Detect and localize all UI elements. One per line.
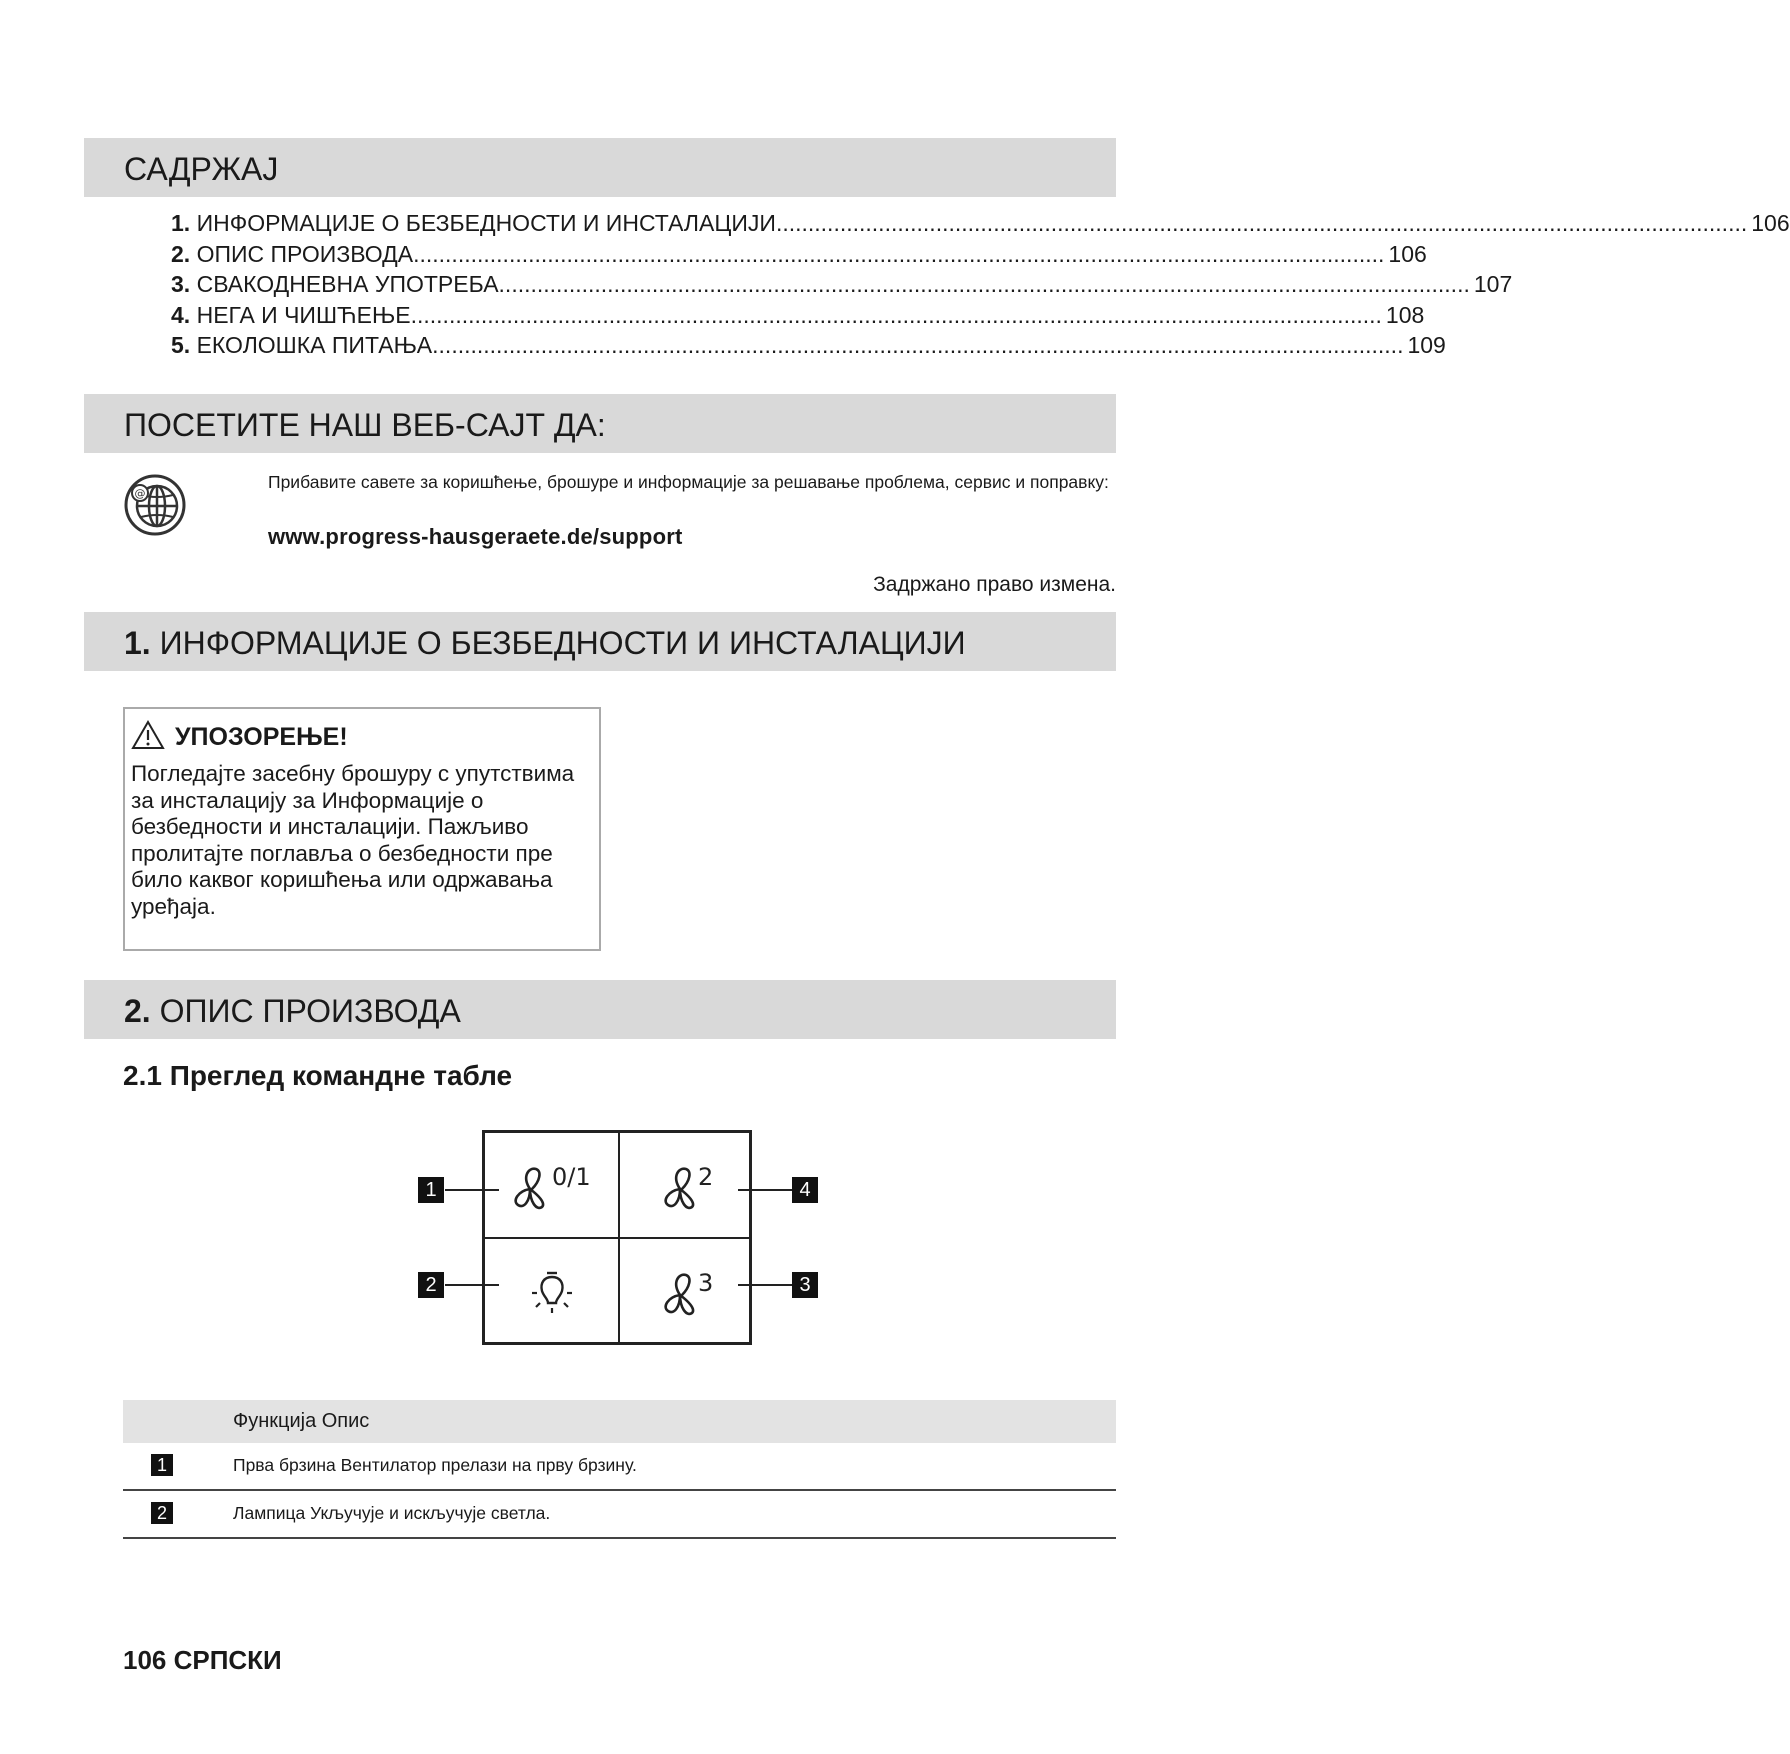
row-description: Прва брзина Вентилатор прелази на прву брзину. (233, 1455, 637, 1475)
toc-entry-number: 3. (171, 271, 191, 297)
toc-entry-number: 4. (171, 301, 191, 328)
warning-triangle-icon (131, 720, 165, 755)
section2-number: 2. (124, 993, 151, 1029)
toc-entry-2[interactable] (171, 239, 1427, 270)
rights-reserved-note: Задржано право измена. (873, 573, 1116, 596)
toc-entry-page: 107 (1473, 271, 1513, 297)
toc-leader-dots: ........................................................................................................................................................ (775, 210, 1748, 236)
fan-label-2: 2 (697, 1163, 713, 1191)
callout-leader (445, 1189, 499, 1191)
table-header (123, 1400, 1116, 1443)
table-header-label: Функција Опис (233, 1410, 370, 1432)
toc-entry-number: 1. (171, 210, 191, 236)
toc-entry-page: 106 (1388, 240, 1427, 267)
fan-speed-2-button[interactable] (620, 1133, 753, 1237)
control-panel-diagram (482, 1130, 752, 1345)
callout-3: 3 (792, 1272, 818, 1298)
toc-entry-page: 108 (1385, 301, 1425, 328)
section2-band (84, 980, 1116, 1039)
row-number-badge: 2 (151, 1502, 173, 1524)
table-row (123, 1443, 1116, 1491)
section2-title (124, 993, 461, 1029)
control-panel-subtitle: 2.1 Преглед командне табле (123, 1060, 513, 1091)
fan-icon (665, 1169, 692, 1208)
callout-leader (445, 1284, 499, 1286)
toc-entry-label: ИНФОРМАЦИЈЕ О БЕЗБЕДНОСТИ И ИНСТАЛАЦИЈИ (196, 210, 776, 236)
callout-leader (738, 1284, 792, 1286)
svg-text:@: @ (134, 487, 146, 500)
fan-icon (665, 1275, 692, 1314)
callout-4: 4 (792, 1177, 818, 1203)
section1-title (124, 625, 966, 661)
toc-entry-label: ЕКОЛОШКА ПИТАЊА (196, 332, 433, 358)
toc-leader-dots: ........................................................................................................................................................ (498, 271, 1470, 297)
callout-1: 1 (418, 1177, 444, 1203)
toc-entry-number: 2. (171, 240, 191, 267)
globe-icon (123, 473, 187, 537)
section1-title-text: ИНФОРМАЦИЈЕ О БЕЗБЕДНОСТИ И ИНСТАЛАЦИЈИ (159, 625, 966, 661)
section2-title-text: ОПИС ПРОИЗВОДА (159, 993, 461, 1029)
warning-header (131, 719, 348, 755)
visit-description: Прибавите савете за коришћење, брошуре и информације за решавање проблема, сервис и поправку: (268, 472, 1109, 492)
visit-title: ПОСЕТИТЕ НАШ ВЕБ-САЈТ ДА: (124, 407, 606, 443)
function-table (123, 1400, 1116, 1539)
toc-entry-page: 106 (1751, 210, 1790, 236)
toc-leader-dots: ........................................................................................................................................................ (432, 332, 1404, 358)
toc-leader-dots: ........................................................................................................................................................ (410, 301, 1382, 328)
toc-entry-page: 109 (1407, 332, 1446, 358)
toc-entry-label: НЕГА И ЧИШЋЕЊЕ (196, 301, 411, 328)
row-number-badge: 1 (151, 1454, 173, 1476)
toc-entry-5[interactable] (171, 330, 1446, 361)
toc-entry-label: СВАКОДНЕВНА УПОТРЕБА (196, 271, 499, 297)
light-button[interactable] (485, 1239, 618, 1343)
fan-speed-3-button[interactable] (620, 1239, 753, 1343)
section1-band (84, 612, 1116, 671)
page-footer: 106 СРПСКИ (123, 1645, 282, 1675)
warning-box (123, 707, 601, 951)
warning-body: Погледајте засебну брошуру с упутствима за инсталацију за Информације о безбедности и инсталацији. Пажљиво пролитајте поглавља о безбедности пре било каквог коришћења или одржавања уређаја. (131, 761, 575, 919)
support-url-link[interactable]: www.progress-hausgeraete.de/support (268, 524, 683, 549)
fan-icon (515, 1169, 542, 1208)
toc-entry-3[interactable] (171, 269, 1513, 300)
callout-leader (738, 1189, 792, 1191)
toc-entry-1[interactable] (171, 208, 1790, 239)
visit-band (84, 394, 1116, 453)
table-of-contents (171, 208, 1790, 361)
row-description: Лампица Укључује и искључује светла. (233, 1503, 551, 1523)
toc-leader-dots: ........................................................................................................................................................ (413, 240, 1385, 267)
table-row (123, 1491, 1116, 1539)
toc-entry-number: 5. (171, 332, 191, 358)
fan-label-0-1: 0/1 (551, 1163, 591, 1191)
toc-entry-label: ОПИС ПРОИЗВОДА (196, 240, 414, 267)
contents-title: САДРЖАЈ (124, 151, 279, 187)
fan-label-3: 3 (697, 1269, 713, 1297)
warning-title: УПОЗОРЕЊЕ! (175, 722, 348, 751)
fan-speed-1-button[interactable] (485, 1133, 618, 1237)
toc-entry-4[interactable] (171, 300, 1425, 331)
contents-band (84, 138, 1116, 197)
section1-number: 1. (124, 625, 151, 661)
callout-2: 2 (418, 1272, 444, 1298)
lamp-icon (522, 1261, 582, 1321)
